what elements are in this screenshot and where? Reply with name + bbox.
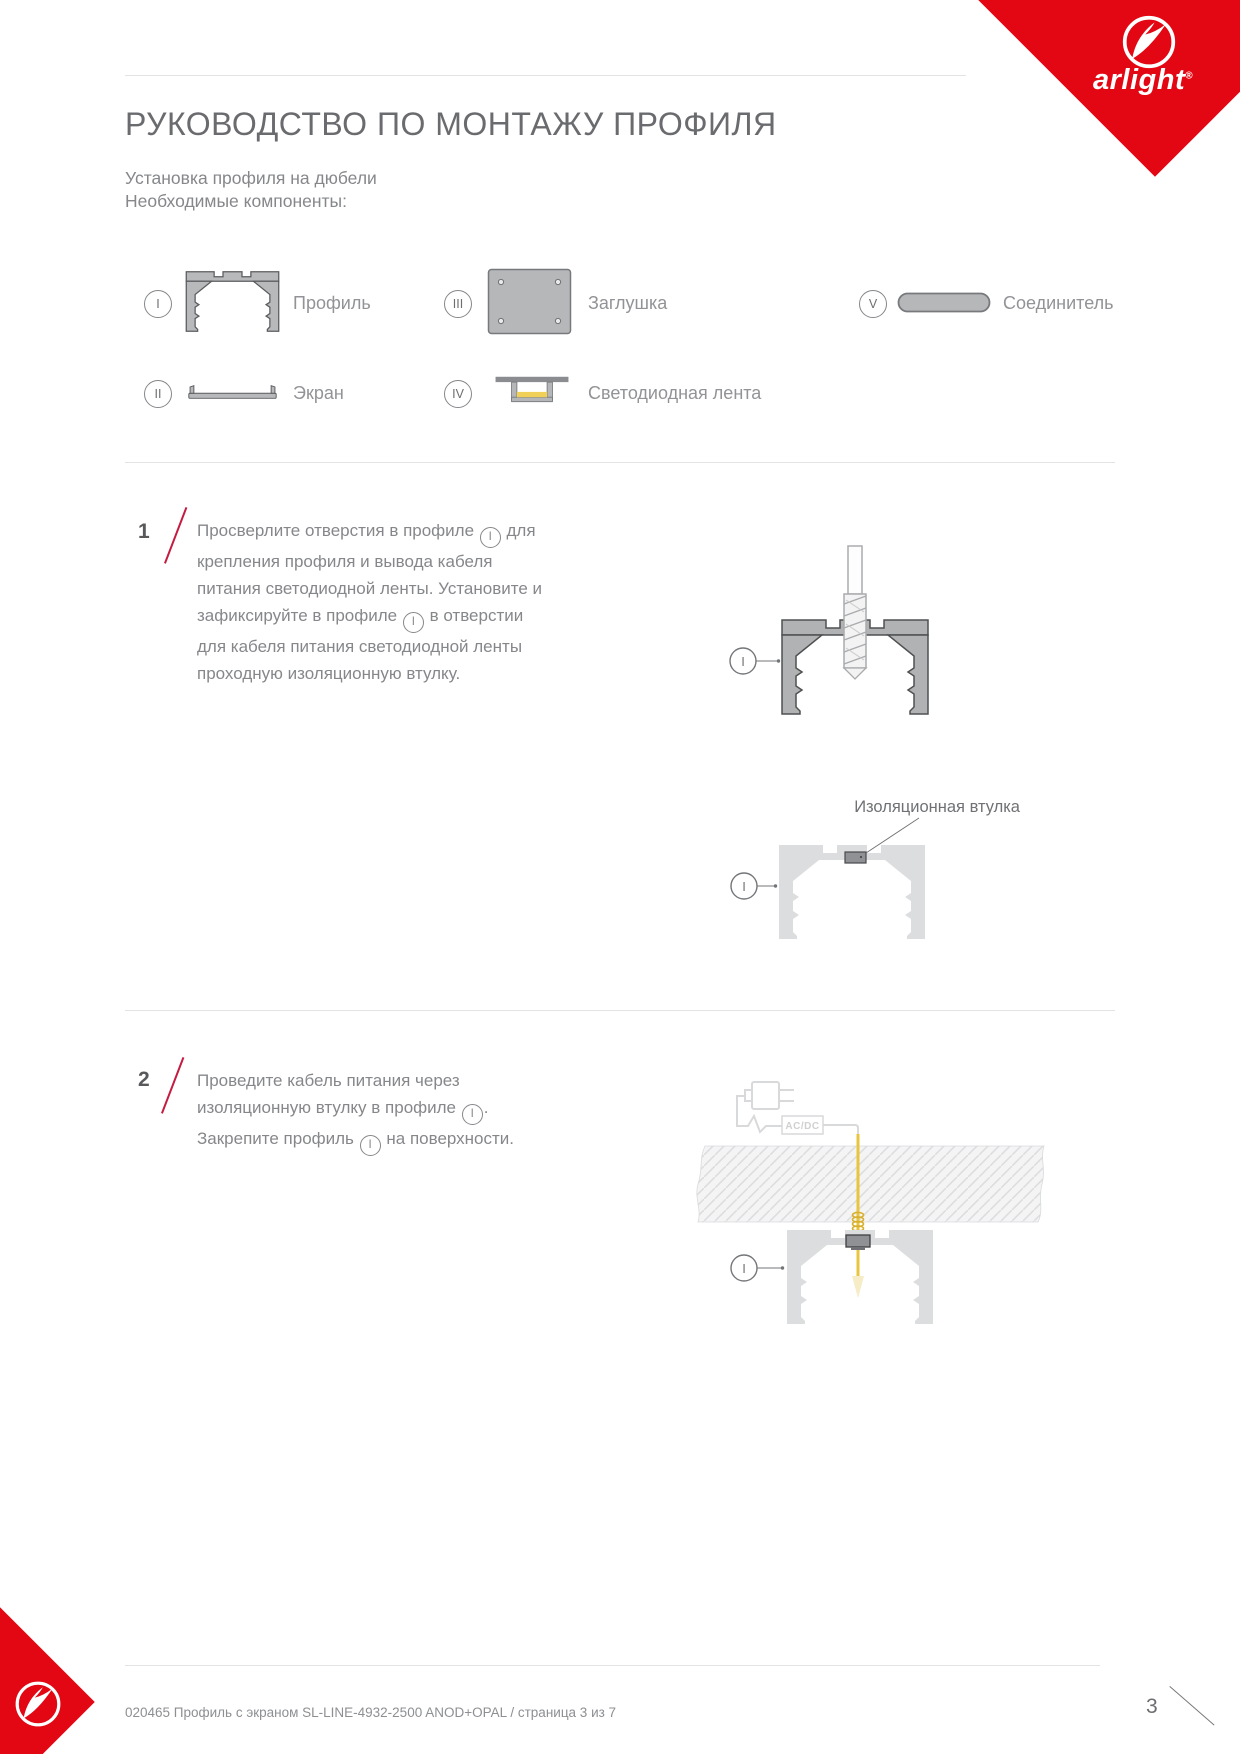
figure-3-callout: I [742,1261,746,1276]
step-2-seg-1: . Закрепите профиль [197,1098,489,1148]
footer-divider [125,1665,1100,1666]
subtitle-line-2: Необходимые компоненты: [125,191,347,211]
step-2-slash [161,1057,185,1114]
component-label-endcap: Заглушка [588,293,668,313]
mounting-surface-hatch [697,1146,1044,1222]
component-numeral-II: II [144,380,172,408]
page-number-slash [1169,1686,1214,1726]
component-numeral-V: V [859,290,887,318]
page-title: РУКОВОДСТВО ПО МОНТАЖУ ПРОФИЛЯ [125,106,777,142]
step-1-slash [164,507,188,564]
top-divider [125,75,966,76]
arlight-logo-icon [1121,14,1177,70]
end-cap-icon [487,268,572,335]
subtitle-line-1: Установка профиля на дюбели [125,168,377,188]
component-label-ledstrip: Светодиодная лента [588,383,762,403]
registered-mark: ® [1185,70,1193,82]
step-2-seg-0: Проведите кабель питания через изоляционную втулку в профиле [197,1071,461,1117]
step-2-number: 2 [138,1068,150,1091]
section-divider-1 [125,462,1115,463]
page-subtitle [125,167,377,213]
component-ref-circle: I [480,527,501,548]
figure-cable-mounting [688,1075,1050,1337]
acdc-label: AC/DC [785,1121,820,1132]
component-ref-circle: I [403,612,424,633]
step-2-seg-2: на поверхности. [381,1129,515,1148]
component-numeral-III: III [444,290,472,318]
bushing-label: Изоляционная втулка [854,798,1020,816]
figure-1-callout: I [741,654,745,669]
step-1-seg-1: для крепления профиля и вывода кабеля питания светодиодной ленты. Установите и зафиксируйте в профиле [197,521,543,625]
step-2-text [197,1067,553,1156]
component-label-screen: Экран [293,383,344,403]
component-numeral-I: I [144,290,172,318]
figure-insulation-bushing [715,785,1037,947]
connector-icon [897,292,991,313]
component-label-connector: Соединитель [1003,293,1114,313]
step-1-seg-2: в отверстии для кабеля питания светодиодной ленты проходную изоляционную втулку. [197,606,524,683]
diffuser-screen-icon [185,383,280,401]
arlight-footer-logo-icon [14,1680,62,1728]
step-1-text [197,517,553,687]
step-1-seg-0: Просверлите отверстия в профиле [197,521,479,540]
component-ref-circle: I [360,1135,381,1156]
component-label-profile: Профиль [293,293,371,313]
section-divider-2 [125,1010,1115,1011]
brand-name: arlight [1093,64,1186,96]
component-ref-circle: I [462,1104,483,1125]
footer-product-line: 020465 Профиль с экраном SL-LINE-4932-2500 ANOD+OPAL / страница 3 из 7 [125,1705,617,1720]
led-strip-icon [492,374,572,408]
figure-drill-profile [720,540,940,720]
step-1-number: 1 [138,520,150,543]
figure-2-callout: I [742,879,746,894]
page-number: 3 [1146,1695,1158,1718]
brand-logo-text [1063,64,1223,97]
profile-cross-section-icon [185,270,280,333]
component-numeral-IV: IV [444,380,472,408]
